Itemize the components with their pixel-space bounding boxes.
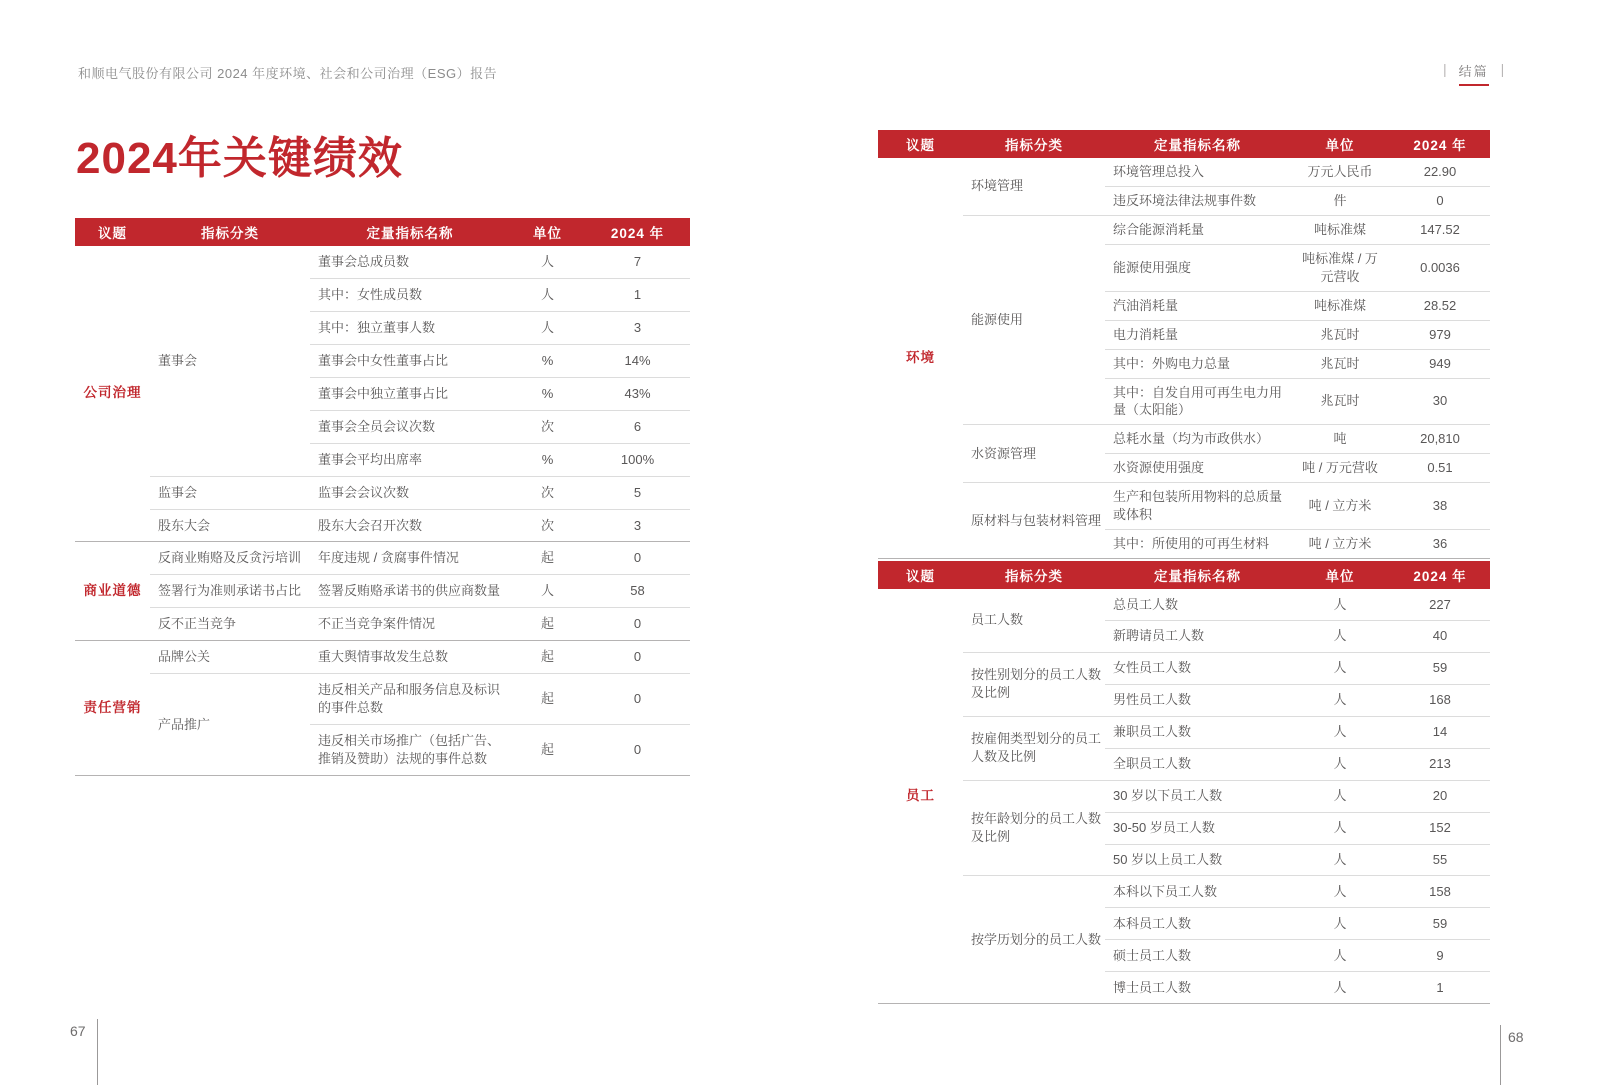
unit-cell: 吨 / 立方米 (1290, 530, 1390, 559)
metric-name-cell: 30 岁以下员工人数 (1105, 780, 1290, 812)
classification-cell: 股东大会 (150, 509, 310, 542)
metric-name-cell: 生产和包装所用物料的总质量或体积 (1105, 483, 1290, 530)
unit-cell: 人 (1290, 780, 1390, 812)
column-header: 单位 (1290, 561, 1390, 589)
unit-cell: 人 (510, 246, 585, 278)
unit-cell: 兆瓦时 (1290, 320, 1390, 349)
unit-cell: 人 (1290, 908, 1390, 940)
unit-cell: 起 (510, 641, 585, 674)
unit-cell: 件 (1290, 186, 1390, 215)
value-cell: 158 (1390, 876, 1490, 908)
column-header: 议题 (878, 130, 963, 158)
value-cell: 0 (585, 542, 690, 575)
column-header: 指标分类 (963, 130, 1105, 158)
metric-name-cell: 违反环境法律法规事件数 (1105, 186, 1290, 215)
metric-name-cell: 其中：所使用的可再生材料 (1105, 530, 1290, 559)
unit-cell: 人 (1290, 652, 1390, 684)
column-header: 2024 年 (1390, 130, 1490, 158)
classification-cell: 按学历划分的员工人数 (963, 876, 1105, 1004)
page-number-right: 68 (1508, 1029, 1524, 1045)
metric-name-cell: 水资源使用强度 (1105, 454, 1290, 483)
topic-cell: 商业道德 (75, 542, 150, 641)
unit-cell: 人 (1290, 748, 1390, 780)
unit-cell: 起 (510, 725, 585, 776)
value-cell: 6 (585, 410, 690, 443)
metric-name-cell: 董事会中女性董事占比 (310, 344, 510, 377)
column-header: 指标分类 (150, 218, 310, 246)
value-cell: 0 (585, 608, 690, 641)
value-cell: 38 (1390, 483, 1490, 530)
metric-name-cell: 本科以下员工人数 (1105, 876, 1290, 908)
classification-cell: 品牌公关 (150, 641, 310, 674)
chapter-label: 结篇 (1459, 61, 1489, 86)
value-cell: 59 (1390, 652, 1490, 684)
value-cell: 1 (1390, 972, 1490, 1004)
unit-cell: % (510, 344, 585, 377)
metric-name-cell: 违反相关市场推广（包括广告、推销及赞助）法规的事件总数 (310, 725, 510, 776)
value-cell: 9 (1390, 940, 1490, 972)
table-row (75, 608, 690, 641)
document-header-title: 和顺电气股份有限公司 2024 年度环境、社会和公司治理（ESG）报告 (78, 66, 498, 81)
chapter-tab (1443, 61, 1504, 86)
value-cell: 28.52 (1390, 291, 1490, 320)
column-header: 定量指标名称 (310, 218, 510, 246)
value-cell: 3 (585, 311, 690, 344)
metrics-table (75, 218, 690, 776)
value-cell: 100% (585, 443, 690, 476)
metric-name-cell: 重大舆情事故发生总数 (310, 641, 510, 674)
unit-cell: 起 (510, 608, 585, 641)
classification-cell: 环境管理 (963, 158, 1105, 215)
unit-cell: 人 (1290, 876, 1390, 908)
topic-cell: 环境 (878, 158, 963, 559)
unit-cell: 次 (510, 509, 585, 542)
unit-cell: 人 (1290, 844, 1390, 876)
governance-table (75, 218, 690, 776)
table-row (878, 780, 1490, 812)
table-header-row (75, 218, 690, 246)
table-row (878, 589, 1490, 620)
topic-cell: 公司治理 (75, 246, 150, 542)
footer-rule-left (97, 1019, 98, 1085)
metric-name-cell: 电力消耗量 (1105, 320, 1290, 349)
unit-cell: 吨标准煤 / 万元营收 (1290, 244, 1390, 291)
table-row (75, 641, 690, 674)
classification-cell: 原材料与包装材料管理 (963, 483, 1105, 559)
classification-cell: 员工人数 (963, 589, 1105, 652)
metric-name-cell: 监事会会议次数 (310, 476, 510, 509)
metric-name-cell: 董事会全员会议次数 (310, 410, 510, 443)
unit-cell: 人 (510, 311, 585, 344)
unit-cell: 吨标准煤 (1290, 215, 1390, 244)
value-cell: 0.51 (1390, 454, 1490, 483)
topic-cell: 责任营销 (75, 641, 150, 776)
table-row (75, 476, 690, 509)
classification-cell: 水资源管理 (963, 425, 1105, 483)
classification-cell: 产品推广 (150, 674, 310, 776)
divider-bar: | (1443, 61, 1447, 77)
table-row (878, 876, 1490, 908)
table-row (878, 215, 1490, 244)
metric-name-cell: 股东大会召开次数 (310, 509, 510, 542)
classification-cell: 按雇佣类型划分的员工人数及比例 (963, 716, 1105, 780)
unit-cell: 人 (1290, 589, 1390, 620)
metric-name-cell: 其中：外购电力总量 (1105, 349, 1290, 378)
table-row (878, 483, 1490, 530)
unit-cell: 吨 (1290, 425, 1390, 454)
page-title: 2024年关键绩效 (76, 134, 403, 183)
metric-name-cell: 能源使用强度 (1105, 244, 1290, 291)
unit-cell: 吨 / 立方米 (1290, 483, 1390, 530)
column-header: 议题 (878, 561, 963, 589)
metric-name-cell: 硕士员工人数 (1105, 940, 1290, 972)
value-cell: 168 (1390, 684, 1490, 716)
metric-name-cell: 董事会中独立董事占比 (310, 377, 510, 410)
classification-cell: 签署行为准则承诺书占比 (150, 575, 310, 608)
table-row (75, 509, 690, 542)
value-cell: 14% (585, 344, 690, 377)
employees-table (878, 561, 1490, 1004)
classification-cell: 反不正当竞争 (150, 608, 310, 641)
metric-name-cell: 博士员工人数 (1105, 972, 1290, 1004)
metric-name-cell: 总员工人数 (1105, 589, 1290, 620)
classification-cell: 反商业贿赂及反贪污培训 (150, 542, 310, 575)
unit-cell: 吨 / 万元营收 (1290, 454, 1390, 483)
metric-name-cell: 新聘请员工人数 (1105, 620, 1290, 652)
metric-name-cell: 男性员工人数 (1105, 684, 1290, 716)
unit-cell: 兆瓦时 (1290, 349, 1390, 378)
metric-name-cell: 总耗水量（均为市政供水） (1105, 425, 1290, 454)
unit-cell: 吨标准煤 (1290, 291, 1390, 320)
unit-cell: 次 (510, 410, 585, 443)
unit-cell: 万元人民币 (1290, 158, 1390, 186)
metric-name-cell: 其中：自发自用可再生电力用量（太阳能） (1105, 378, 1290, 425)
column-header: 指标分类 (963, 561, 1105, 589)
value-cell: 213 (1390, 748, 1490, 780)
value-cell: 55 (1390, 844, 1490, 876)
table-row (75, 575, 690, 608)
value-cell: 0 (585, 641, 690, 674)
value-cell: 949 (1390, 349, 1490, 378)
metric-name-cell: 签署反贿赂承诺书的供应商数量 (310, 575, 510, 608)
unit-cell: % (510, 443, 585, 476)
column-header: 2024 年 (585, 218, 690, 246)
metric-name-cell: 本科员工人数 (1105, 908, 1290, 940)
value-cell: 0.0036 (1390, 244, 1490, 291)
column-header: 单位 (1290, 130, 1390, 158)
metric-name-cell: 年度违规 / 贪腐事件情况 (310, 542, 510, 575)
column-header: 定量指标名称 (1105, 561, 1290, 589)
unit-cell: 人 (510, 575, 585, 608)
metric-name-cell: 50 岁以上员工人数 (1105, 844, 1290, 876)
unit-cell: 人 (1290, 620, 1390, 652)
classification-cell: 按性别划分的员工人数及比例 (963, 652, 1105, 716)
table-header-row (878, 561, 1490, 589)
unit-cell: 起 (510, 542, 585, 575)
value-cell: 1 (585, 278, 690, 311)
metrics-table (878, 561, 1490, 1004)
classification-cell: 董事会 (150, 246, 310, 476)
column-header: 2024 年 (1390, 561, 1490, 589)
metric-name-cell: 全职员工人数 (1105, 748, 1290, 780)
unit-cell: 人 (510, 278, 585, 311)
table-row (878, 652, 1490, 684)
table-header-row (878, 130, 1490, 158)
value-cell: 36 (1390, 530, 1490, 559)
value-cell: 14 (1390, 716, 1490, 748)
table-row (75, 674, 690, 725)
value-cell: 147.52 (1390, 215, 1490, 244)
classification-cell: 能源使用 (963, 215, 1105, 425)
metric-name-cell: 兼职员工人数 (1105, 716, 1290, 748)
column-header: 单位 (510, 218, 585, 246)
value-cell: 30 (1390, 378, 1490, 425)
table-row (75, 542, 690, 575)
table-row (878, 425, 1490, 454)
unit-cell: 人 (1290, 684, 1390, 716)
value-cell: 20,810 (1390, 425, 1490, 454)
topic-cell: 员工 (878, 589, 963, 1004)
column-header: 议题 (75, 218, 150, 246)
metric-name-cell: 违反相关产品和服务信息及标识的事件总数 (310, 674, 510, 725)
value-cell: 7 (585, 246, 690, 278)
metric-name-cell: 汽油消耗量 (1105, 291, 1290, 320)
metric-name-cell: 女性员工人数 (1105, 652, 1290, 684)
classification-cell: 监事会 (150, 476, 310, 509)
column-header: 定量指标名称 (1105, 130, 1290, 158)
metric-name-cell: 董事会平均出席率 (310, 443, 510, 476)
value-cell: 0 (585, 674, 690, 725)
value-cell: 40 (1390, 620, 1490, 652)
value-cell: 5 (585, 476, 690, 509)
unit-cell: 人 (1290, 972, 1390, 1004)
footer-rule-right (1500, 1025, 1501, 1085)
divider-bar: | (1500, 61, 1505, 77)
metric-name-cell: 30-50 岁员工人数 (1105, 812, 1290, 844)
table-row (878, 716, 1490, 748)
table-row (75, 246, 690, 278)
value-cell: 979 (1390, 320, 1490, 349)
metric-name-cell: 综合能源消耗量 (1105, 215, 1290, 244)
page-number-left: 67 (70, 1023, 86, 1039)
metric-name-cell: 其中：独立董事人数 (310, 311, 510, 344)
unit-cell: 起 (510, 674, 585, 725)
value-cell: 152 (1390, 812, 1490, 844)
metrics-table (878, 130, 1490, 559)
value-cell: 43% (585, 377, 690, 410)
value-cell: 0 (1390, 186, 1490, 215)
value-cell: 227 (1390, 589, 1490, 620)
value-cell: 3 (585, 509, 690, 542)
unit-cell: % (510, 377, 585, 410)
metric-name-cell: 不正当竞争案件情况 (310, 608, 510, 641)
unit-cell: 次 (510, 476, 585, 509)
metric-name-cell: 董事会总成员数 (310, 246, 510, 278)
value-cell: 58 (585, 575, 690, 608)
unit-cell: 人 (1290, 940, 1390, 972)
table-row (878, 158, 1490, 186)
unit-cell: 人 (1290, 716, 1390, 748)
unit-cell: 兆瓦时 (1290, 378, 1390, 425)
metric-name-cell: 其中：女性成员数 (310, 278, 510, 311)
value-cell: 22.90 (1390, 158, 1490, 186)
value-cell: 20 (1390, 780, 1490, 812)
value-cell: 0 (585, 725, 690, 776)
classification-cell: 按年龄划分的员工人数及比例 (963, 780, 1105, 876)
value-cell: 59 (1390, 908, 1490, 940)
metric-name-cell: 环境管理总投入 (1105, 158, 1290, 186)
environment-table (878, 130, 1490, 559)
unit-cell: 人 (1290, 812, 1390, 844)
